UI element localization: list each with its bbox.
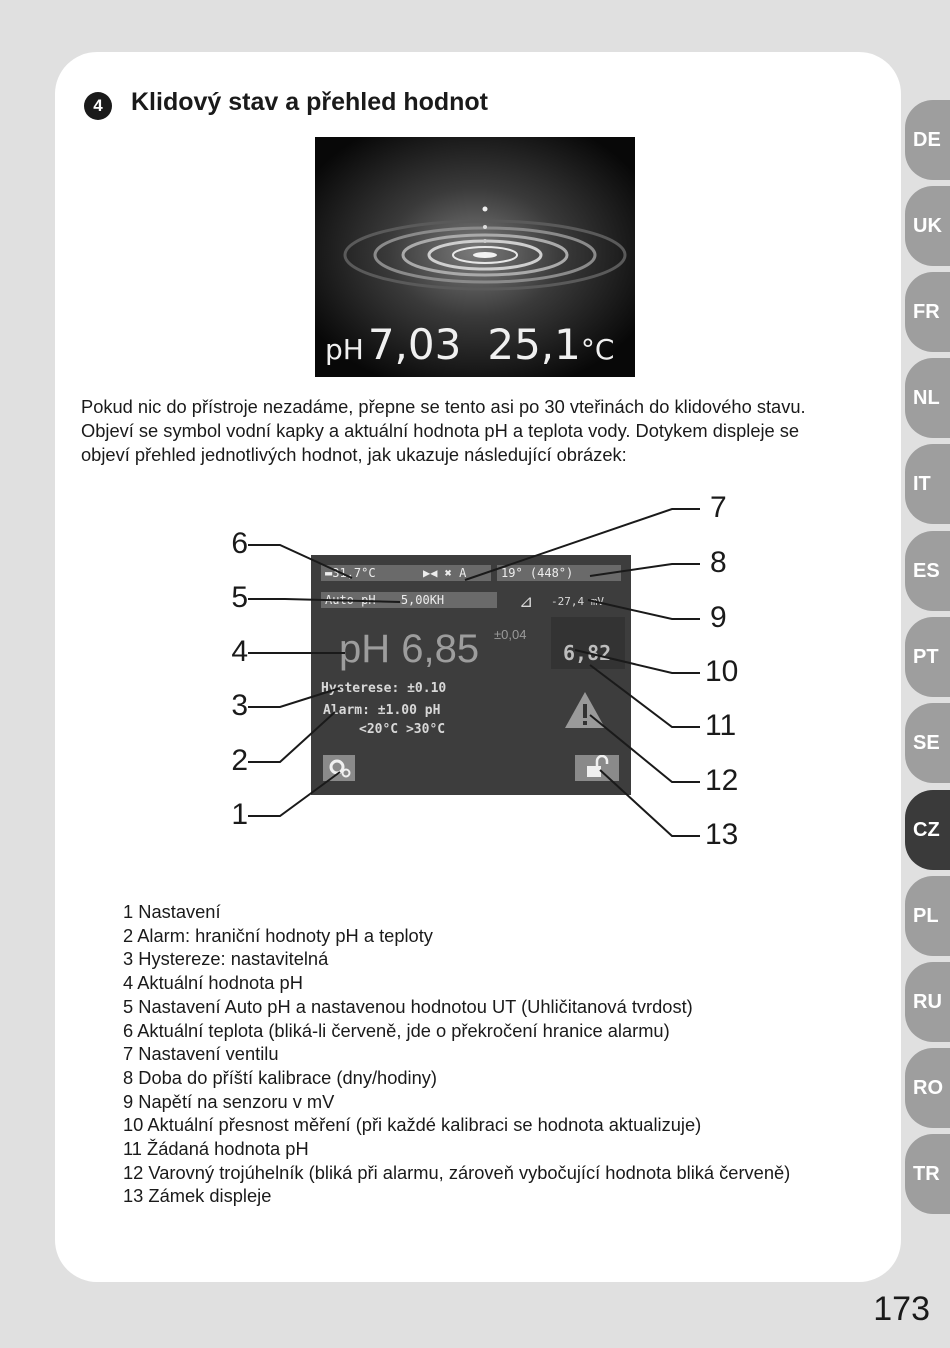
legend-item: 1 Nastavení xyxy=(123,901,221,922)
callout-4: 4 xyxy=(231,635,248,668)
callout-3: 3 xyxy=(231,689,248,722)
callout-9: 9 xyxy=(710,601,727,634)
thermometer-icon: ▬ xyxy=(325,566,333,580)
tab-fr[interactable]: FR xyxy=(905,272,950,352)
tab-de[interactable]: DE xyxy=(905,100,950,180)
legend-item: 4 Aktuální hodnota pH xyxy=(123,972,303,994)
intro-line: objeví přehled jednotlivých hodnot, jak ukazuje následující obrázek: xyxy=(81,444,627,465)
current-ph-value: 6,85 xyxy=(401,627,480,671)
legend-item: 12 Varovný trojúhelník (bliká při alarmu, zároveň vybočující hodnota bliká červeně) xyxy=(123,1161,791,1183)
idle-ph-label: pH xyxy=(325,333,364,366)
hysteresis-text: Hysterese: ±0.10 xyxy=(321,681,447,696)
sensor-icon: ⊿ xyxy=(519,592,534,612)
legend-item: 11 Žádaná hodnota pH xyxy=(123,1138,309,1160)
legend-item: 10 Aktuální přesnost měření (při každé kalibraci se hodnota aktualizuje) xyxy=(123,1114,702,1136)
intro-line: Pokud nic do přístroje nezadáme, přepne se tento asi po 30 vteřinách do klidového stavu. xyxy=(81,396,806,417)
callout-11: 11 xyxy=(705,709,737,742)
section-title: Klidový stav a přehled hodnot xyxy=(131,88,488,116)
current-ph-label: pH xyxy=(339,627,391,671)
callout-6: 6 xyxy=(231,527,248,560)
callout-5: 5 xyxy=(231,581,248,614)
legend-list xyxy=(123,900,843,1208)
legend-item: 2 Alarm: hraniční hodnoty pH a teploty xyxy=(123,924,433,946)
tab-cz[interactable]: CZ xyxy=(905,790,950,870)
tab-pt[interactable]: PT xyxy=(905,617,950,697)
legend-item: 3 Hystereze: nastavitelná xyxy=(123,948,329,970)
callout-10: 10 xyxy=(705,655,739,688)
tab-it[interactable]: IT xyxy=(905,444,950,524)
mv-value: -27,4 mV xyxy=(551,595,604,608)
legend-item: 5 Nastavení Auto pH a nastavenou hodnotou UT (Uhličitanová tvrdost) xyxy=(123,995,693,1017)
alarm-text: Alarm: ±1.00 pH xyxy=(323,703,441,718)
section-number-badge: 4 xyxy=(84,92,112,120)
callout-7: 7 xyxy=(710,491,727,524)
intro-line: Objeví se symbol vodní kapky a aktuální hodnota pH a teplota vody. Dotykem displeje se xyxy=(81,420,800,441)
tab-es[interactable]: ES xyxy=(905,531,950,611)
kh-value: 5,00KH xyxy=(400,593,445,607)
tab-tr[interactable]: TR xyxy=(905,1134,950,1214)
tab-nl[interactable]: NL xyxy=(905,358,950,438)
alarm-limits-text: <20°C >30°C xyxy=(359,722,446,737)
idle-temp-unit: °C xyxy=(580,333,615,366)
callout-1: 1 xyxy=(231,798,248,831)
callout-2: 2 xyxy=(231,744,248,777)
callout-12: 12 xyxy=(705,764,739,797)
accuracy-value: ±0,04 xyxy=(494,627,527,642)
idle-ph-value: 7,03 xyxy=(367,320,462,369)
valve-icon: ▶◀ ✖ A xyxy=(423,566,467,580)
tab-se[interactable]: SE xyxy=(905,703,950,783)
legend-item: 8 Doba do příští kalibrace (dny/hodiny) xyxy=(123,1066,437,1088)
tab-ru[interactable]: RU xyxy=(905,962,950,1042)
legend-item: 9 Napětí na senzoru v mV xyxy=(123,1090,335,1112)
tab-uk[interactable]: UK xyxy=(905,186,950,266)
page-number: 173 xyxy=(873,1290,930,1328)
callout-13: 13 xyxy=(705,818,739,851)
tab-pl[interactable]: PL xyxy=(905,876,950,956)
temperature-value: 31,7°C xyxy=(332,566,376,580)
auto-ph-label: Auto pH xyxy=(325,593,376,607)
callout-8: 8 xyxy=(710,546,727,579)
calibration-value: 19° (448°) xyxy=(501,566,574,580)
target-ph-value: 6,82 xyxy=(563,641,612,665)
tab-ro[interactable]: RO xyxy=(905,1048,950,1128)
idle-temp-value: 25,1 xyxy=(487,320,581,369)
legend-item: 6 Aktuální teplota (bliká-li červeně, jde o překročení hranice alarmu) xyxy=(123,1019,670,1041)
legend-item: 13 Zámek displeje xyxy=(123,1185,272,1207)
legend-item: 7 Nastavení ventilu xyxy=(123,1043,279,1065)
